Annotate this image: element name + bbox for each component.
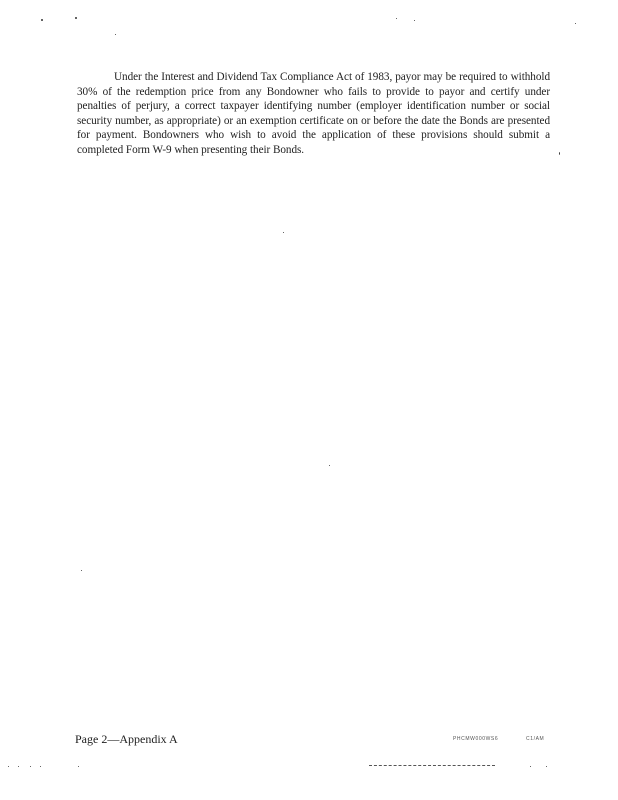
document-code-left: PHCMW000WS6 xyxy=(453,736,499,742)
page-label: Page 2—Appendix A xyxy=(75,732,178,746)
scan-speck xyxy=(530,766,531,767)
scan-speck xyxy=(414,20,415,21)
scan-speck xyxy=(283,232,284,233)
document-code-right: C1/AM xyxy=(526,736,545,742)
scan-speck xyxy=(78,766,79,767)
scan-speck xyxy=(396,18,397,19)
scan-speck xyxy=(18,766,19,767)
tax-compliance-paragraph: Under the Interest and Dividend Tax Compliance Act of 1983, payor may be required to withhold 30% of the redemption price from any Bondowner who fails to provide to payor and certify under penalties of perjury, a correct taxpayer identifying number (employer identification number or social security number, as appropriate) or an exemption certificate on or before the date the Bonds are presented for payment. Bondowners who wish to avoid the application of these provisions should submit a completed Form W-9 when presenting their Bonds. xyxy=(77,71,550,156)
scan-speck xyxy=(30,766,31,767)
scan-speck xyxy=(8,766,9,767)
scan-speck xyxy=(115,34,116,35)
scan-speck xyxy=(40,766,41,767)
scan-speck xyxy=(559,152,560,155)
scan-speck xyxy=(75,17,77,19)
scan-speck xyxy=(546,766,547,767)
footer-rule xyxy=(369,765,495,766)
scan-speck xyxy=(575,23,576,24)
scan-speck xyxy=(81,570,82,571)
scan-speck xyxy=(41,19,43,21)
scan-speck xyxy=(329,465,330,466)
